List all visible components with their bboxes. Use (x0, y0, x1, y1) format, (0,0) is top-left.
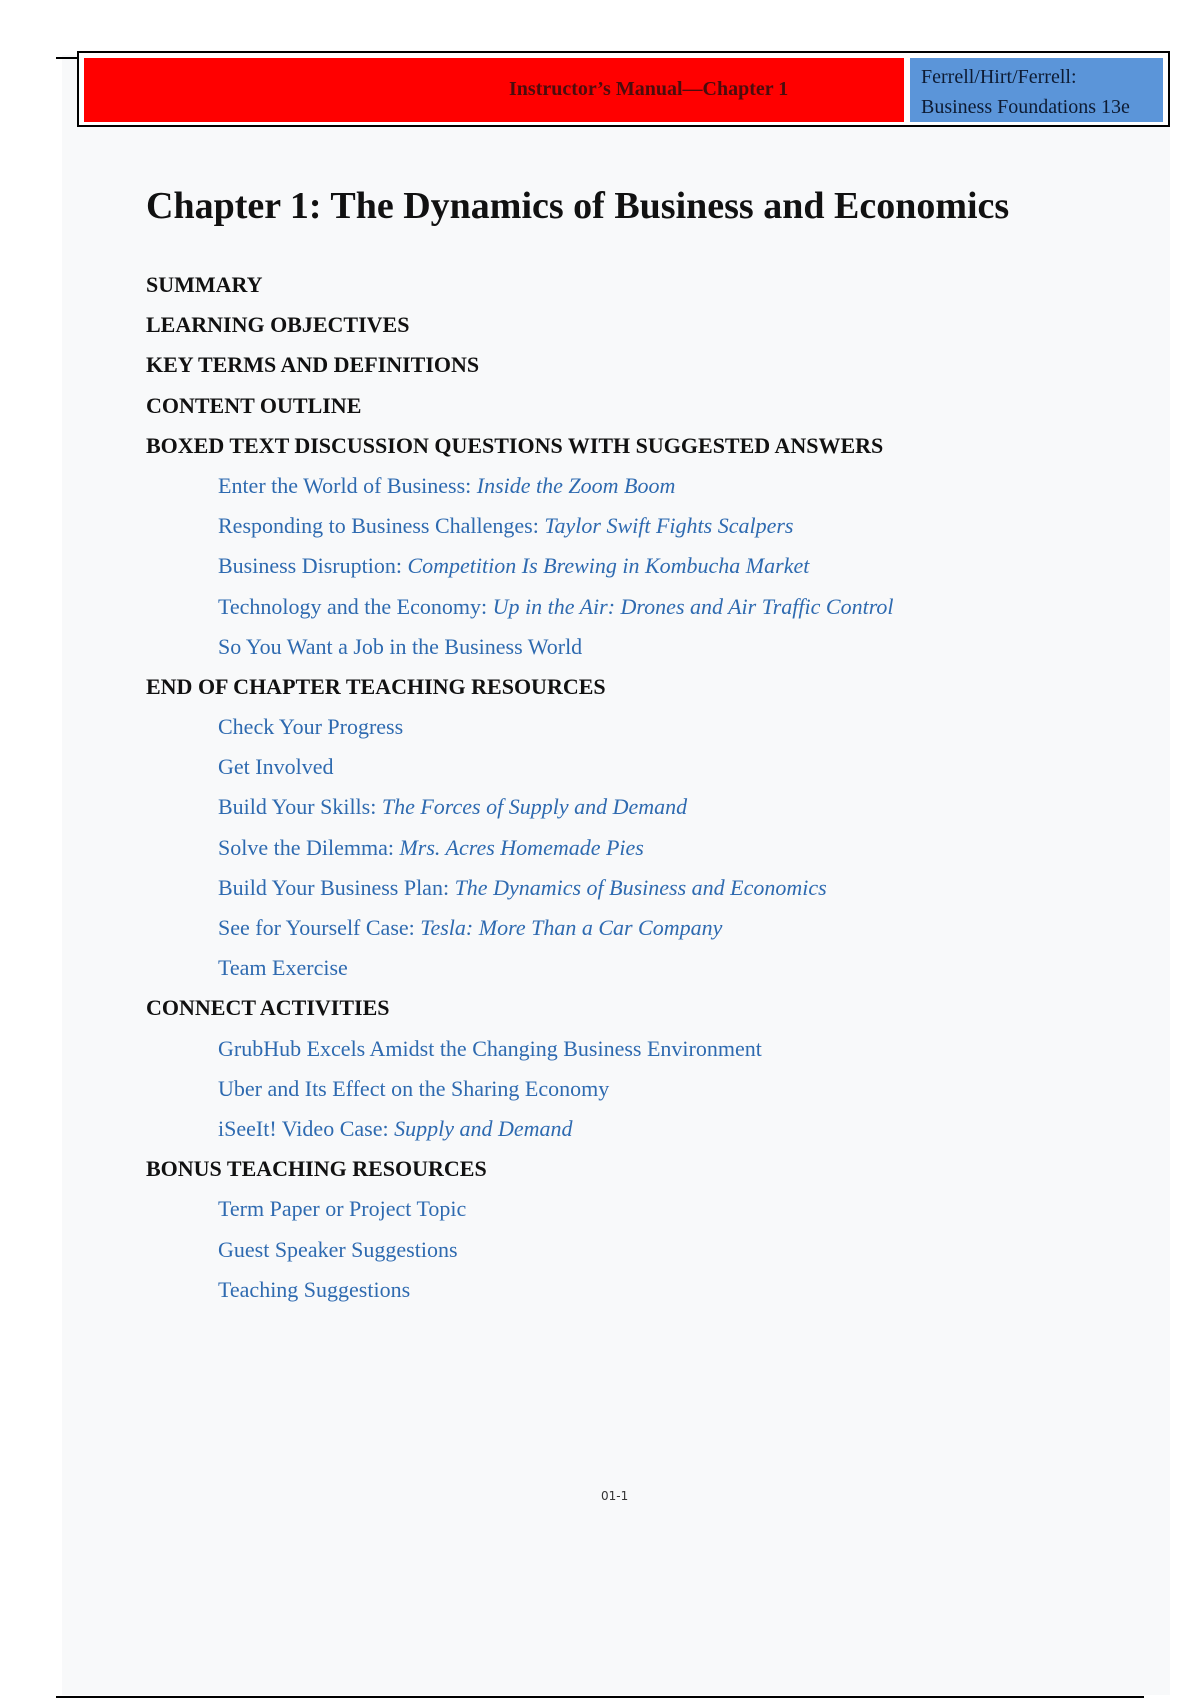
toc-section-heading: CONTENT OUTLINE (146, 392, 362, 418)
toc-section-heading: BOXED TEXT DISCUSSION QUESTIONS WITH SUGGESTED ANSWERS (146, 432, 884, 458)
toc-link[interactable] (146, 950, 1146, 990)
toc-link-label: GrubHub Excels Amidst the Changing Business Environment (218, 1035, 762, 1061)
toc-section-heading: LEARNING OBJECTIVES (146, 312, 410, 338)
toc-link-label: Solve the Dilemma: (218, 834, 400, 860)
toc-link[interactable] (146, 870, 1146, 910)
toc-link-title: Mrs. Acres Homemade Pies (399, 834, 644, 860)
toc-link-label: Term Paper or Project Topic (218, 1196, 467, 1222)
authors-label: Ferrell/Hirt/Ferrell: (921, 66, 1077, 88)
toc-link-label: Guest Speaker Suggestions (218, 1236, 458, 1262)
toc-link-label: Build Your Business Plan: (218, 874, 455, 900)
toc-link-title: Tesla: More Than a Car Company (420, 915, 723, 940)
toc-link-label: Technology and the Economy: (218, 593, 493, 619)
toc-link[interactable] (146, 1191, 1146, 1231)
toc-link-label: iSeeIt! Video Case: (218, 1115, 395, 1141)
page-number: 01-1 (601, 1489, 629, 1503)
toc-link-title: Inside the Zoom Boom (476, 472, 676, 498)
book-label: Business Foundations 13e (921, 96, 1130, 118)
bottom-rule (56, 1696, 1144, 1698)
toc-section-heading: END OF CHAPTER TEACHING RESOURCES (146, 673, 606, 699)
toc-link-label: Build Your Skills: (218, 794, 382, 820)
header-book-band (910, 58, 1163, 122)
toc-link[interactable] (146, 1111, 1146, 1151)
toc-link-label: Responding to Business Challenges: (218, 513, 545, 539)
manual-title: Instructor’s Manual—Chapter 1 (509, 78, 789, 100)
toc-link-label: Check Your Progress (218, 714, 404, 740)
toc-link[interactable] (146, 1272, 1146, 1312)
toc-link[interactable] (146, 749, 1146, 789)
toc-link[interactable] (146, 830, 1146, 870)
toc-link[interactable] (146, 548, 1146, 588)
toc-link-label: Enter the World of Business: (218, 472, 477, 498)
toc-link-label: See for Yourself Case: (218, 915, 421, 940)
table-of-contents (146, 267, 1146, 1312)
toc-section-heading: BONUS TEACHING RESOURCES (146, 1156, 487, 1182)
toc-section-heading: KEY TERMS AND DEFINITIONS (146, 352, 480, 378)
toc-link-label: Business Disruption: (218, 553, 408, 579)
toc-link-label: Team Exercise (218, 955, 348, 981)
toc-link-label: Get Involved (218, 754, 334, 780)
header-title-band (84, 58, 904, 122)
toc-link-title: Competition Is Brewing in Kombucha Market (407, 553, 810, 579)
toc-link-title: Up in the Air: Drones and Air Traffic Control (492, 593, 894, 619)
toc-link-title: The Forces of Supply and Demand (381, 794, 688, 820)
toc-link-label: Uber and Its Effect on the Sharing Economy (218, 1075, 610, 1101)
toc-link[interactable] (146, 629, 1146, 669)
toc-link[interactable] (146, 910, 1146, 950)
toc-link[interactable] (146, 1232, 1146, 1272)
toc-link[interactable] (146, 468, 1146, 508)
chapter-title: Chapter 1: The Dynamics of Business and Economics (146, 185, 1010, 227)
toc-link-label: Teaching Suggestions (218, 1276, 411, 1302)
toc-section-heading: CONNECT ACTIVITIES (146, 995, 390, 1021)
toc-section-heading: SUMMARY (146, 272, 263, 297)
toc-link[interactable] (146, 789, 1146, 829)
toc-link[interactable] (146, 709, 1146, 749)
toc-link[interactable] (146, 1071, 1146, 1111)
page-header (77, 51, 1170, 127)
toc-link-title: The Dynamics of Business and Economics (454, 874, 827, 900)
toc-link-label: So You Want a Job in the Business World (218, 633, 583, 659)
toc-link[interactable] (146, 1031, 1146, 1071)
toc-link-title: Taylor Swift Fights Scalpers (544, 513, 794, 539)
toc-link-title: Supply and Demand (394, 1115, 573, 1141)
toc-link[interactable] (146, 508, 1146, 548)
toc-link[interactable] (146, 589, 1146, 629)
